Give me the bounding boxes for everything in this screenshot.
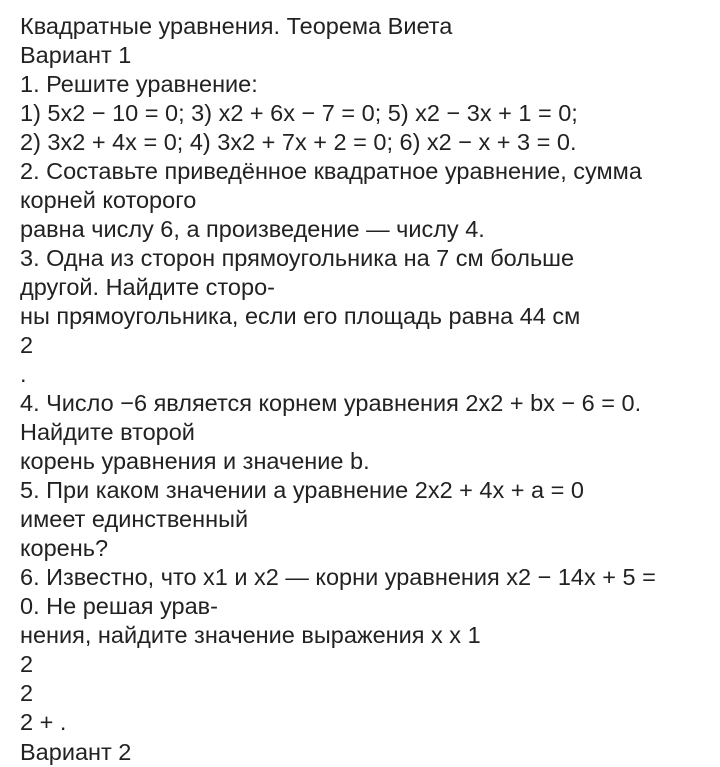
task-6-line-3: нения, найдите значение выражения x x 1	[20, 622, 481, 648]
task-3-line-1: 3. Одна из сторон прямоугольника на 7 см больше	[20, 245, 575, 271]
task-2-line-2: корней которого	[20, 187, 197, 213]
task-1-equations-row-2: 2) 3x2 + 4x = 0; 4) 3x2 + 7x + 2 = 0; 6) x2 − x + 3 = 0.	[20, 129, 577, 155]
task-3-line-2: другой. Найдите сторо-	[20, 274, 275, 300]
variant-heading: Вариант 1	[20, 42, 132, 68]
task-2-line-3: равна числу 6, а произведение — числу 4.	[20, 216, 485, 242]
task-3-line-4: 2	[20, 332, 34, 358]
task-4-line-3: корень уравнения и значение b.	[20, 448, 370, 474]
task-3-line-3: ны прямоугольника, если его площадь равна 44 см	[20, 303, 581, 329]
task-3-line-5: .	[20, 361, 27, 387]
task-5-line-2: имеет единственный	[20, 506, 249, 532]
task-6-line-2: 0. Не решая урав-	[20, 593, 218, 619]
task-1-heading: 1. Решите уравнение:	[20, 71, 258, 97]
task-6-line-6: 2 + .	[20, 709, 67, 735]
task-6-line-5: 2	[20, 680, 34, 706]
task-2-line-1: 2. Составьте приведённое квадратное уравнение, сумма	[20, 158, 642, 184]
task-5-line-1: 5. При каком значении a уравнение 2x2 + 4x + a = 0	[20, 477, 584, 503]
task-1-equations-row-1: 1) 5x2 − 10 = 0; 3) x2 + 6x − 7 = 0; 5) x2 − 3x + 1 = 0;	[20, 100, 578, 126]
task-6-line-4: 2	[20, 651, 34, 677]
task-5-line-3: корень?	[20, 535, 109, 561]
cut-off-variant-heading: Вариант 2	[20, 739, 132, 765]
task-4-line-1: 4. Число −6 является корнем уравнения 2x2 + bx − 6 = 0.	[20, 390, 642, 416]
task-4-line-2: Найдите второй	[20, 419, 195, 445]
task-6-line-1: 6. Известно, что x1 и x2 — корни уравнения x2 − 14x + 5 =	[20, 564, 656, 590]
document-title: Квадратные уравнения. Теорема Виета	[20, 13, 453, 39]
